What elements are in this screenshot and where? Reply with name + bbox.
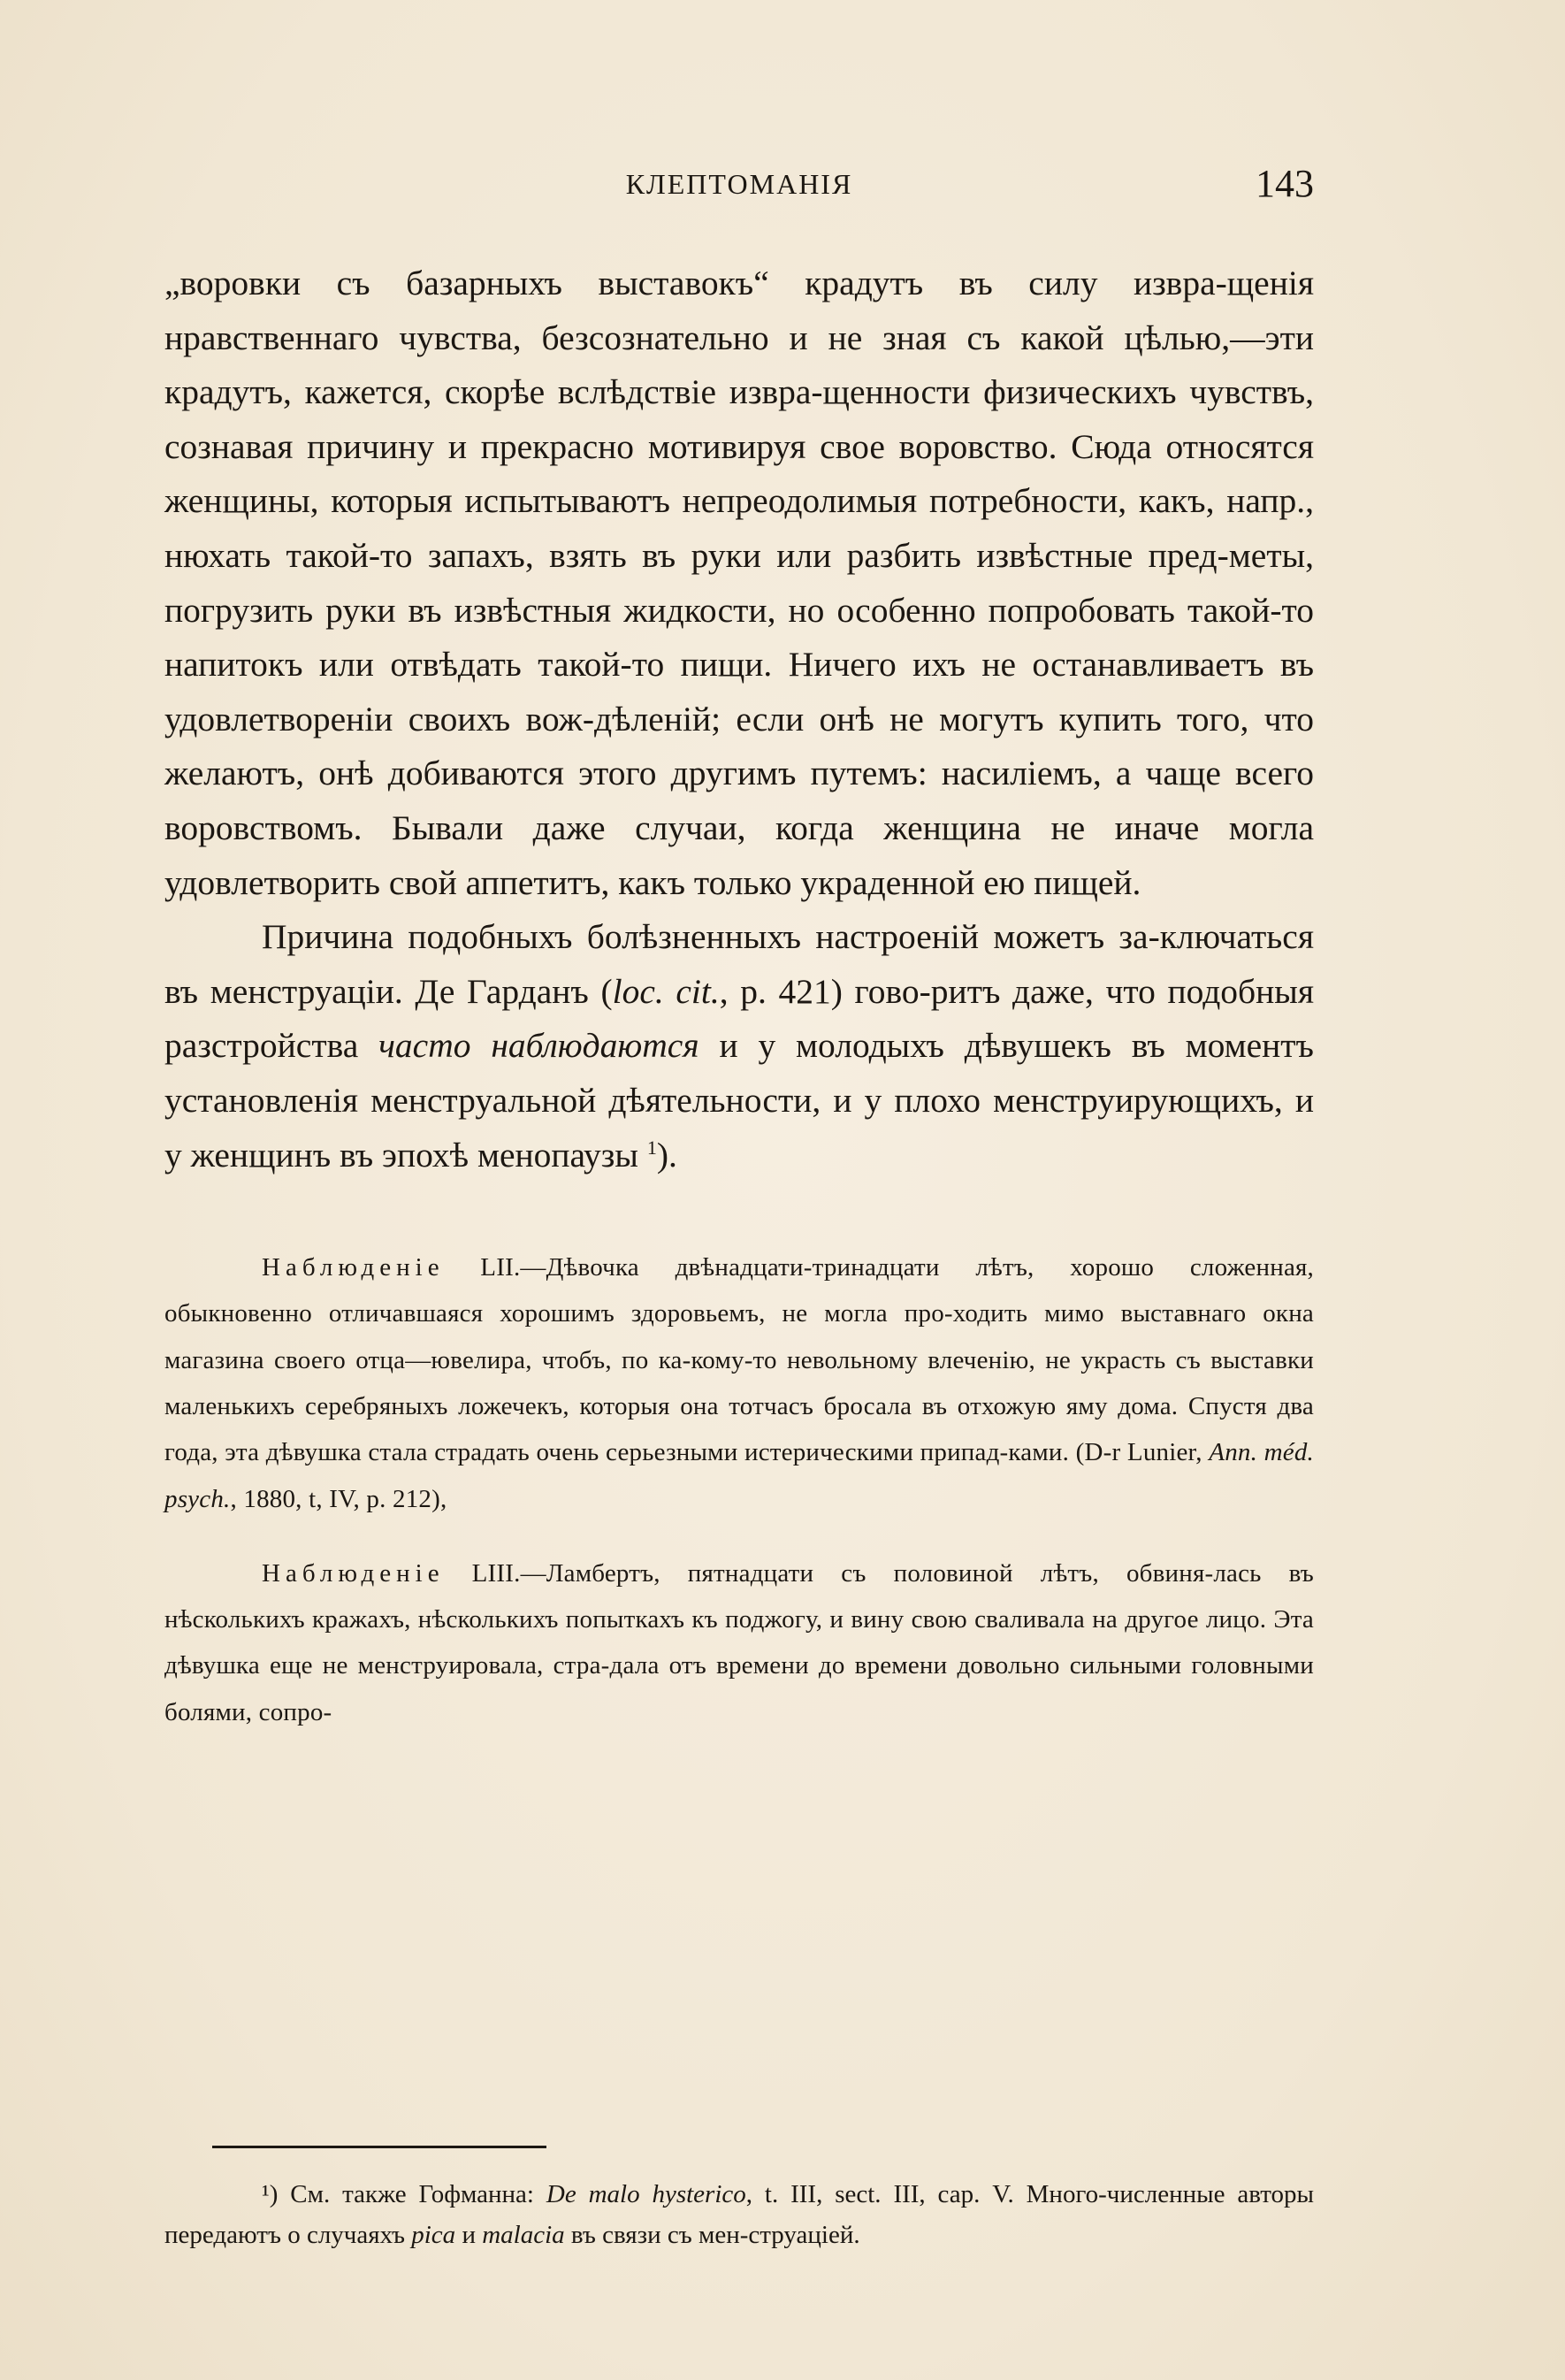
paragraph-2: [164, 910, 1314, 1182]
running-title: КЛЕПТОМАНІЯ: [625, 168, 853, 200]
observation-52-citation: , 1880, t, IV, р. 212),: [230, 1484, 447, 1513]
observation-52: [164, 1244, 1314, 1522]
paragraph-1: „воровки съ базарныхъ выставокъ“ крадутъ въ силу извра-щенія нравственнаго чувства, безсознательно и не зная съ какой цѣлью,—эти крадутъ, кажется, скорѣе вслѣдствіе извра-щенности физическихъ чувствъ, сознавая причину и прекрасно мотивируя свое воровство. Сюда относятся женщины, которыя испытываютъ непреодолимыя потребности, какъ, напр., нюхать такой-то запахъ, взять въ руки или разбить извѣстные пред-меты, погрузить руки въ извѣстныя жидкости, но особенно попробовать такой-то напитокъ или отвѣдать такой-то пищи. Ничего ихъ не останавливаетъ въ удовлетвореніи своихъ вож-дѣленій; если онѣ не могутъ купить того, что желаютъ, онѣ добиваются этого другимъ путемъ: насиліемъ, а чаще всего воровствомъ. Бывали даже случаи, когда женщина не иначе могла удовлетворить свой аппетитъ, какъ только украденной ею пищей.: [164, 264, 1314, 902]
observation-53-number: LIII.: [444, 1558, 521, 1588]
paragraph-2-part4: ).: [656, 1135, 677, 1175]
footnote-reference: 1: [646, 1136, 657, 1159]
observation-52-label: Наблюденіе: [262, 1253, 445, 1282]
observation-52-text: —Дѣвочка двѣнадцати-тринадцати лѣтъ, хорошо сложенная, обыкновенно отличавшаяся хорошимъ здоровьемъ, не могла про-ходить мимо выставнаго окна магазина своего отца—ювелира, чтобъ, по ка-кому-то невольному влеченію, не украсть съ выставки маленькихъ серебряныхъ ложечекъ, которыя она тотчасъ бросала въ отхожую яму дома. Спустя два года, эта дѣвушка стала страдать очень серьезными истерическими припад-ками. (D-r Lunier,: [164, 1253, 1314, 1467]
observation-52-number: LII.: [444, 1253, 521, 1282]
page-number: 143: [1256, 162, 1314, 205]
footnote-pica: pica: [411, 2221, 456, 2249]
footnote-divider: [212, 2146, 546, 2148]
observation-53-text: —Ламбертъ, пятнадцати съ половиной лѣтъ, обвиня-лась въ нѣсколькихъ кражахъ, нѣсколькихъ попыткахъ къ поджогу, и вину свою сваливала на другое лицо. Эта дѣвушка еще не менструировала, стра-дала отъ времени до времени довольно сильными головными болями, сопро-: [164, 1558, 1314, 1726]
emphasis-often-observed: часто наблюдаются: [378, 1026, 699, 1066]
page-header: [164, 161, 1314, 214]
footnote-part1: См. также Гофманна:: [278, 2180, 546, 2208]
footnote: [164, 2174, 1314, 2255]
observation-53-label: Наблюденіе: [262, 1558, 445, 1588]
paragraph-2-part3: и у молодыхъ дѣвушекъ въ моментъ установленія менструальной дѣятельности, и у плохо менструирующихъ, и у женщинъ въ эпохѣ менопаузы: [164, 1026, 1314, 1175]
body-text: [164, 256, 1314, 1735]
observation-52-journal: Ann. méd. psych.: [164, 1438, 1314, 1513]
observation-53: [164, 1550, 1314, 1735]
footnote-part3: и: [455, 2221, 483, 2249]
footnote-mark: ¹): [262, 2180, 279, 2208]
footnote-part4: въ связи съ мен-струаціей.: [564, 2221, 860, 2249]
paragraph-2-part2: , р. 421) гово-ритъ даже, что подобныя разстройства: [164, 971, 1314, 1066]
footnote-work-title: De malo hysterico: [546, 2180, 746, 2208]
paragraph-2-part1: Причина подобныхъ болѣзненныхъ настроеній можетъ за-ключаться въ менструаціи. Де Гарданъ (: [164, 917, 1314, 1011]
loc-cit: loc. cit.: [612, 971, 720, 1011]
footnote-part2: , t. III, sect. III, сар. V. Много-численные авторы передаютъ о случаяхъ: [164, 2180, 1314, 2249]
footnote-malacia: malacia: [482, 2221, 565, 2249]
